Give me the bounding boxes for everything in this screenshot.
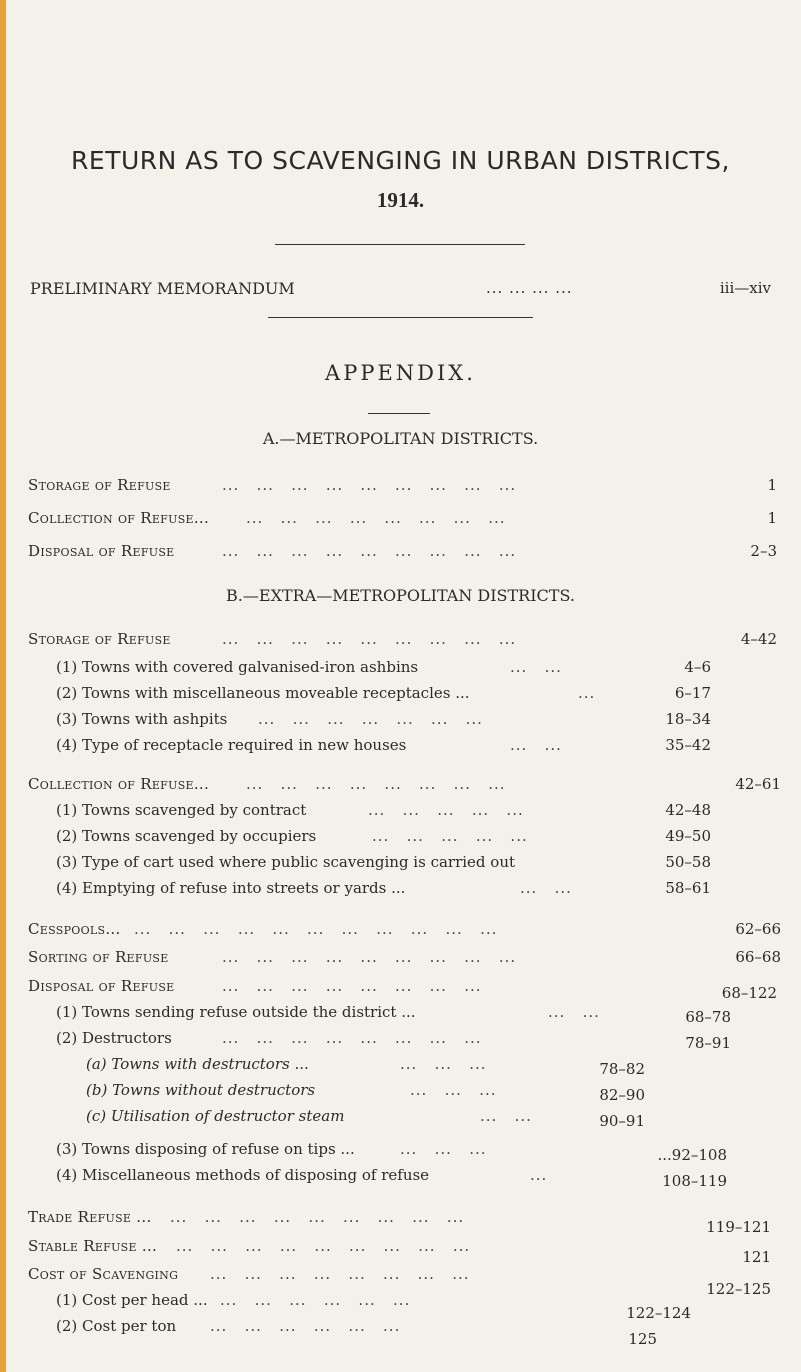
- b-storage-pages: 4–42: [740, 630, 777, 648]
- b-trade-pages: 119–121: [706, 1218, 771, 1236]
- memo-label: PRELIMINARY MEMORANDUM: [30, 279, 295, 298]
- b-sorting-label: Sorting of Refuse: [28, 948, 169, 966]
- b-collection-pages: 42–61: [735, 775, 781, 793]
- b-disposal-sub-2c-pages: 90–91: [599, 1112, 645, 1130]
- b-storage-sub-4-pages: 35–42: [665, 736, 711, 754]
- b-collection-sub-3: (3) Type of cart used where public scavenging is carried out: [56, 853, 516, 871]
- leader-dots: ... ... ... ... ... ... ... ... ... ... ...: [134, 920, 498, 938]
- b-collection-label: Collection of Refuse...: [28, 775, 210, 793]
- leader-dots: ... ... ... ... ...: [368, 801, 524, 819]
- leader-dots: ... ... ... ... ... ... ... ... ...: [170, 1208, 465, 1226]
- a-disposal-pages: 2–3: [750, 542, 777, 560]
- a-disposal-label: Disposal of Refuse: [28, 542, 175, 560]
- leader-dots: ... ... ... ... ... ... ... ...: [246, 509, 506, 527]
- b-storage-label: Storage of Refuse: [28, 630, 171, 648]
- b-collection-sub-1: (1) Towns scavenged by contract: [56, 801, 307, 819]
- b-cesspools-pages: 62–66: [735, 920, 781, 938]
- b-storage-sub-1: (1) Towns with covered galvanised-iron ashbins: [56, 658, 419, 676]
- b-collection-sub-2: (2) Towns scavenged by occupiers: [56, 827, 317, 845]
- b-sorting-pages: 66–68: [735, 948, 781, 966]
- leader-dots: ... ... ... ... ... ... ... ... ...: [222, 542, 517, 560]
- b-collection-sub-4-pages: 58–61: [665, 879, 711, 897]
- b-stable-pages: 121: [742, 1248, 771, 1266]
- leader-dots: ... ... ... ... ... ... ... ... ...: [222, 948, 517, 966]
- leader-dots: ... ... ... ... ... ...: [210, 1317, 401, 1335]
- b-trade-label: Trade Refuse ...: [28, 1208, 152, 1226]
- title-rule: [275, 244, 525, 245]
- b-disposal-sub-2a: (a) Towns with destructors ...: [86, 1055, 309, 1073]
- b-storage-sub-3-pages: 18–34: [665, 710, 711, 728]
- leader-dots: ... ... ... ... ... ... ... ...: [222, 1029, 482, 1047]
- b-disposal-sub-2b-pages: 82–90: [599, 1086, 645, 1104]
- b-storage-sub-2-pages: 6–17: [674, 684, 711, 702]
- b-disposal-sub-4: (4) Miscellaneous methods of disposing of refuse: [56, 1166, 430, 1184]
- a-collection-label: Collection of Refuse...: [28, 509, 210, 527]
- appendix-rule: [368, 413, 430, 414]
- leader-dots: ... ... ... ... ... ... ... ... ...: [176, 1237, 471, 1255]
- b-cost-sub-1-pages: 122–124: [626, 1304, 691, 1322]
- section-b-heading: B.—EXTRA—METROPOLITAN DISTRICTS.: [226, 586, 575, 605]
- b-collection-sub-1-pages: 42–48: [665, 801, 711, 819]
- page-title: RETURN AS TO SCAVENGING IN URBAN DISTRICTS,: [71, 146, 730, 175]
- b-disposal-pages: 68–122: [721, 984, 777, 1002]
- page-year: 1914.: [376, 188, 425, 212]
- leader-dots: ... ...: [510, 736, 562, 754]
- leader-dots: ... ... ...: [400, 1140, 487, 1158]
- a-storage-pages: 1: [767, 476, 777, 494]
- a-collection-pages: 1: [767, 509, 777, 527]
- memo-pages: iii—xiv: [719, 279, 771, 297]
- b-disposal-sub-1: (1) Towns sending refuse outside the district ...: [56, 1003, 416, 1021]
- leader-dots: ... ...: [510, 658, 562, 676]
- b-storage-sub-2: (2) Towns with miscellaneous moveable receptacles ...: [56, 684, 470, 702]
- b-collection-sub-2-pages: 49–50: [665, 827, 711, 845]
- b-cost-sub-2: (2) Cost per ton: [56, 1317, 177, 1335]
- b-disposal-sub-4-pages: 108–119: [662, 1172, 727, 1190]
- section-a-heading: A.—METROPOLITAN DISTRICTS.: [262, 429, 539, 448]
- memo-rule: [268, 317, 533, 318]
- a-storage-label: Storage of Refuse: [28, 476, 171, 494]
- b-cost-sub-2-pages: 125: [628, 1330, 657, 1348]
- leader-dots: ... ... ... ... ... ... ... ...: [222, 977, 482, 995]
- b-disposal-sub-2: (2) Destructors: [56, 1029, 172, 1047]
- leader-dots: ... ...: [548, 1003, 600, 1021]
- b-disposal-sub-3-pages: ...92–108: [657, 1146, 727, 1164]
- leader-dots: ... ... ...: [400, 1055, 487, 1073]
- b-cesspools-label: Cesspools...: [28, 920, 121, 938]
- leader-dots: ... ... ...: [410, 1081, 497, 1099]
- leader-dots: ... ...: [480, 1107, 532, 1125]
- b-collection-sub-4: (4) Emptying of refuse into streets or yards ...: [56, 879, 406, 897]
- b-disposal-label: Disposal of Refuse: [28, 977, 175, 995]
- b-disposal-sub-2c: (c) Utilisation of destructor steam: [86, 1107, 345, 1125]
- b-disposal-sub-3: (3) Towns disposing of refuse on tips ...: [56, 1140, 355, 1158]
- leader-dots: ... ... ... ... ... ... ... ...: [246, 775, 506, 793]
- leader-dots: ... ... ... ... ... ... ...: [258, 710, 483, 728]
- b-storage-sub-4: (4) Type of receptacle required in new houses: [56, 736, 407, 754]
- b-disposal-sub-2-pages: 78–91: [685, 1034, 731, 1052]
- leader-dots: ...: [530, 1166, 548, 1184]
- b-cost-pages: 122–125: [706, 1280, 771, 1298]
- leader-dots: ... ...: [520, 879, 572, 897]
- b-stable-label: Stable Refuse ...: [28, 1237, 158, 1255]
- b-cost-label: Cost of Scavenging: [28, 1265, 179, 1283]
- b-collection-sub-3-pages: 50–58: [665, 853, 711, 871]
- leader-dots: ...: [578, 684, 596, 702]
- leader-dots: ... ... ... ... ... ... ... ...: [210, 1265, 470, 1283]
- b-disposal-sub-2b: (b) Towns without destructors: [86, 1081, 316, 1099]
- appendix-heading: APPENDIX.: [325, 361, 476, 385]
- leader-dots: ... ... ... ... ... ...: [220, 1291, 411, 1309]
- b-storage-sub-1-pages: 4–6: [684, 658, 711, 676]
- b-storage-sub-3: (3) Towns with ashpits: [56, 710, 228, 728]
- leader-dots: ... ... ... ... ... ... ... ... ...: [222, 630, 517, 648]
- leader-dots: ... ... ... ... ... ... ... ... ...: [222, 476, 517, 494]
- b-disposal-sub-1-pages: 68–78: [685, 1008, 731, 1026]
- memo-dots: ... ... ... ...: [486, 279, 573, 297]
- b-disposal-sub-2a-pages: 78–82: [599, 1060, 645, 1078]
- b-cost-sub-1: (1) Cost per head ...: [56, 1291, 208, 1309]
- leader-dots: ... ... ... ... ...: [372, 827, 528, 845]
